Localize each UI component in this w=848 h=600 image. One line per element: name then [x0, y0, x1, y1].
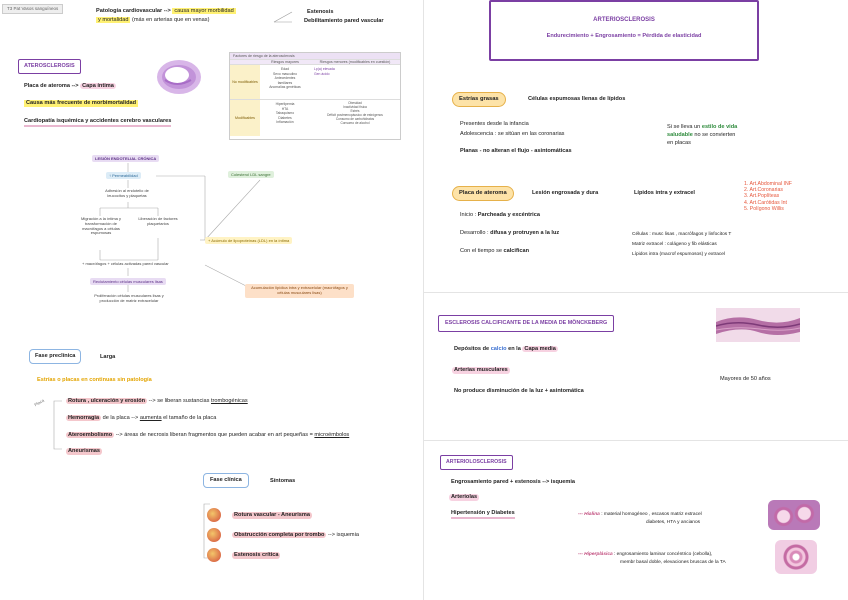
- risk-r1-minor: Gen ácido: [314, 71, 330, 76]
- arteriolo-hiperplasica-key: --- Hiperplásica: [578, 552, 613, 557]
- placa-location-item: 5. Polígono Willis: [744, 205, 784, 212]
- monckeberg-line-1-text2: en la: [506, 346, 523, 352]
- panel-divider-vertical: [423, 0, 424, 600]
- intro-highlight-2: y mortalidad: [98, 17, 129, 23]
- intro-branch-lines: [272, 8, 294, 28]
- risk-table-title: Factores de riesgo de la aterosclerosis: [230, 53, 400, 59]
- placa-line-3-text: Con el tiempo se: [460, 248, 504, 254]
- monckeberg-title: ESCLEROSIS CALCIFICANTE DE LA MEDIA DE MÖNCKEBERG: [438, 315, 614, 332]
- intro-text: Patología cardiovascular -->: [96, 8, 173, 14]
- arteriolo-hialina-text: : material homogéneo , escasos matriz extracel: [599, 512, 702, 517]
- placa-location-list: [744, 181, 792, 212]
- monckeberg-line-2-right: Mayores de 50 años: [720, 376, 771, 382]
- monckeberg-line-1-highlight: Capa media: [524, 346, 556, 352]
- preclinica-item-2-text2: el tamaño de la placa: [161, 415, 217, 421]
- preclinica-side-note: Placa: [33, 397, 45, 408]
- risk-table-col2: Riesgos menores (modificables en cuestión): [319, 60, 391, 65]
- estrias-line-3: Planas - no alteran el flujo - asintomáticas: [460, 148, 572, 154]
- heart-icon: [207, 548, 221, 562]
- preclinica-line: Estrías o placas en continuas sin patología: [37, 377, 152, 383]
- flow-top: LESIÓN ENDOTELIAL CRÓNICA: [92, 155, 159, 162]
- arteriolo-line-3: Hipertensión y Diabetes: [451, 510, 515, 519]
- intro-right-1: Estenosis: [307, 9, 334, 15]
- placa-desc-2: Lípidos intra y extracel: [634, 190, 695, 196]
- risk-factors-table: [229, 52, 401, 140]
- aterosclerosis-title: ATEROSCLEROSIS: [18, 59, 81, 74]
- clinica-sintoma-1: Rotura vascular - Aneurisma: [234, 512, 310, 518]
- arteriosclerosis-subtitle: Endurecimiento + Engrosamiento = Pérdida de elasticidad: [546, 33, 702, 39]
- monckeberg-line-1-calcio: calcio: [490, 346, 507, 352]
- monckeberg-line-2: Arterias musculares: [454, 367, 508, 373]
- placa-line-2: [460, 230, 559, 237]
- risk-row1-label: No modificables: [230, 65, 260, 99]
- artery-illustration: [155, 58, 203, 96]
- hialina-histology-image: [768, 500, 820, 530]
- placa-location-item: 4. Art.Carótidas Int: [744, 199, 787, 206]
- risk-r2-item: Tabaquismo: [275, 111, 295, 116]
- flow-node-migracion: [76, 217, 126, 236]
- preclinica-item-1-key: Rotura , ulceración y erosión: [68, 398, 146, 404]
- intro-line-1: [96, 8, 236, 15]
- placa-line-1-bold: Parcheada y excéntrica: [477, 212, 540, 218]
- flow-node-adhesion-text: Adhesión al endotelio de leucocitos y plaquetas: [105, 188, 149, 198]
- preclinica-label: Fase preclínica: [29, 349, 81, 364]
- arteriolo-hialina-2: diabetes, HTA y ancianos: [646, 520, 701, 525]
- heart-icon: [207, 508, 221, 522]
- estrias-line-2: Adolescencia : se sitúan en las coronarias: [460, 131, 565, 137]
- estrias-desc: Células espumosas llenas de lípidos: [528, 96, 626, 102]
- flow-node-adhesion: [96, 189, 158, 199]
- arteriolo-hialina-1: [578, 512, 702, 518]
- estrias-right-1: [667, 124, 737, 131]
- monckeberg-histology-image: [716, 308, 800, 342]
- placa-line-3-bold: calcifican: [503, 248, 530, 254]
- intro-highlight: causa mayor morbilidad: [174, 8, 234, 14]
- intro-right-2: Debilitamiento pared vascular: [304, 18, 384, 24]
- risk-table-col1: Riesgos mayores: [271, 60, 299, 65]
- atero-line-1-text: Placa de ateroma -->: [24, 83, 81, 89]
- arteriolo-hiperplasica-1: [578, 552, 712, 558]
- flow-node-proliferacion: [88, 294, 170, 304]
- panel-divider-horizontal-2: [423, 440, 848, 441]
- flow-side-colesterol: Colesterol LDL sangre: [228, 171, 274, 178]
- risk-r2-minor: Estrés: [350, 109, 360, 114]
- intro-text-2: (más en arterias que en venas): [130, 17, 210, 23]
- placa-comp-2: Matriz extracel : colágeno y fib elásticas: [632, 242, 717, 247]
- arteriolo-title: ARTERIOLOSCLEROSIS: [440, 455, 513, 470]
- placa-line-2-bold: difusa y protruyen a la luz: [490, 230, 560, 236]
- risk-r2-item: Hiperlipemia: [275, 102, 295, 107]
- risk-r2-item: HTA: [281, 106, 289, 111]
- placa-location-item: 3. Art.Poplíteas: [744, 193, 780, 200]
- flow-node-proliferacion-text: Proliferación células musculares lisas y producción de matriz extracelular: [94, 293, 164, 303]
- risk-r2-item: Inflamación: [276, 120, 294, 125]
- preclinica-item-2-key: Hemorragia: [68, 415, 100, 421]
- arteriolo-line-2: Arteriolas: [451, 494, 478, 500]
- preclinica-item-4: Aneurismas: [68, 448, 101, 454]
- placa-line-1: [460, 212, 540, 219]
- preclinica-item-1-text: --> se liberan sustancias: [147, 398, 211, 404]
- placa-comp-1: Células : musc lisas , macrófagos y linfocitos T: [632, 232, 732, 237]
- flow-side-acumulo: + Acúmulo de lipoproteínas (LDL) en la íntima: [205, 237, 292, 244]
- flow-node-liberacion-text: Liberación de factores plaquetarios: [138, 216, 178, 226]
- preclinica-item-2: [66, 415, 216, 422]
- clinica-sintoma-3: Estenosis crítica: [234, 552, 279, 558]
- flow-node-permeabilidad: ↑ Permeabilidad: [106, 172, 141, 179]
- estrias-right-1-green: estilo de vida: [701, 124, 738, 130]
- estrias-label: Estrías grasas: [452, 92, 506, 107]
- clinica-sintoma-2-key: Obstrucción completa por trombo: [234, 532, 325, 538]
- flow-node-liberacion: [138, 217, 178, 227]
- preclinica-item-3-under: microémbolos: [314, 432, 350, 438]
- preclinica-item-3-key: Ateroembolismo: [68, 432, 113, 438]
- flow-node-macrofagos: + macrófagos + células activadas pared vascular: [82, 261, 169, 266]
- preclinica-item-1-under: trombogénicas: [211, 398, 248, 404]
- risk-r2-minor: Inactividad física: [343, 105, 367, 110]
- atero-line-1: [24, 83, 116, 90]
- hiperplasica-histology-image: [775, 540, 817, 574]
- flow-side-acumulacion: [245, 284, 354, 298]
- flow-node-migracion-text: Migración a la íntima y transformación de macrófagos a células espumosas: [80, 216, 121, 236]
- clinica-sintoma-2-arrow: --> isquemia: [328, 532, 359, 538]
- risk-r1-item: familiares: [277, 80, 293, 85]
- preclinica-larga: Larga: [100, 354, 116, 360]
- estrias-right-2-text: no se convierten: [692, 132, 736, 138]
- clinica-sintoma-2: [232, 532, 359, 539]
- risk-r2-minor: Obesidad: [348, 101, 362, 106]
- risk-r1-item: Edad: [281, 67, 289, 72]
- risk-r2-minor: Consumo de carbohidratos: [335, 117, 375, 122]
- placa-line-2-text: Desarrollo :: [460, 230, 491, 236]
- risk-r1-minor: Lp(a) elevada: [314, 67, 335, 72]
- arteriosclerosis-box: [489, 0, 759, 61]
- flow-side-acumulacion-text: Acumulación lipídica intra y extracelular (macrófagos y células musculares lisas): [251, 285, 348, 295]
- clinica-label: Fase clínica: [203, 473, 249, 488]
- estrias-right-3: en placas: [667, 140, 691, 146]
- monckeberg-line-3: No produce disminución de la luz + asintomática: [454, 388, 584, 394]
- section-tag: T3 Pat Vasos sanguíneos: [2, 4, 63, 14]
- intro-line-2: [96, 17, 209, 24]
- preclinica-item-2-text: de la placa -->: [101, 415, 140, 421]
- panel-divider-horizontal-1: [423, 292, 848, 293]
- risk-r1-item: Sexo masculino: [273, 71, 297, 76]
- preclinica-item-3-text: --> áreas de necrosis liberan fragmentos que pueden acabar en art pequeñas =: [114, 432, 315, 438]
- risk-r1-item: Anomalías genéticas: [269, 85, 301, 90]
- placa-line-1-text: Inicio :: [460, 212, 478, 218]
- preclinica-item-1: [66, 398, 248, 405]
- placa-label: Placa de ateroma: [452, 186, 514, 201]
- atero-line-3: Cardiopatía isquémica y accidentes cerebro vasculares: [24, 118, 171, 127]
- risk-r2-minor: Déficit postmenopáusico de estrógenos: [327, 113, 383, 118]
- monckeberg-line-1-text: Depósitos de: [454, 346, 491, 352]
- monckeberg-line-1: [454, 346, 558, 353]
- risk-r1-item: Antecedentes: [274, 76, 296, 81]
- risk-r2-minor: Consumo de alcohol: [340, 121, 370, 126]
- risk-row2-label: Modificables: [230, 100, 260, 136]
- atero-line-1-highlight: Capa íntima: [82, 83, 114, 89]
- estrias-line-1: Presentes desde la infancia: [460, 121, 529, 127]
- estrias-right-2: [667, 132, 735, 139]
- arteriolo-hiperplasica-2: membr basal doble, elevaciones bruscas de la TA: [620, 560, 726, 565]
- placa-desc-1: Lesión engrosada y dura: [532, 190, 599, 196]
- risk-r2-item: Diabetes: [278, 115, 292, 120]
- placa-location-item: 1. Art.Abdominal INF: [744, 181, 792, 187]
- arteriolo-hiperplasica-text: : engrosamiento laminar concéntrico (cebolla),: [612, 552, 713, 557]
- estrias-right-1-text: Si se lleva un: [667, 124, 702, 130]
- placa-line-3: [460, 248, 529, 255]
- preclinica-item-2-under: aumenta: [139, 415, 162, 421]
- arteriosclerosis-title: ARTERIOSCLEROSIS: [593, 17, 655, 23]
- arteriolo-hialina-key: --- Hialina: [578, 512, 600, 517]
- flow-node-reclutamiento: Reclutamiento células musculares lisas: [90, 278, 166, 285]
- clinica-sintomas: Síntomas: [270, 478, 296, 484]
- preclinica-bracket: [48, 395, 64, 455]
- heart-icon: [207, 528, 221, 542]
- placa-comp-3: Lípidos intra (macrof espumosos) y extracel: [632, 252, 726, 257]
- estrias-right-2-green: saludable: [667, 132, 693, 138]
- atero-line-2: Causa más frecuente de morbimortalidad: [26, 100, 137, 106]
- preclinica-item-3: [66, 432, 349, 439]
- placa-location-item: 2. Art.Coronarias: [744, 187, 783, 194]
- arteriolo-line-1: Engrosamiento pared + estenosis --> isquemia: [451, 479, 576, 485]
